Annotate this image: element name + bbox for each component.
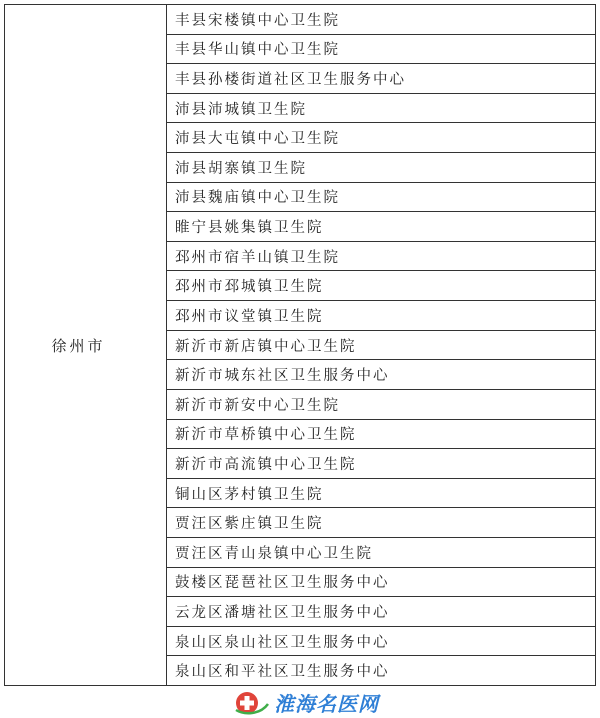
table-row [167, 242, 595, 272]
hospital-name: 泉山区泉山社区卫生服务中心 [175, 634, 390, 651]
table-row [167, 331, 595, 361]
table-row [167, 183, 595, 213]
table-row [167, 390, 595, 420]
hospital-name: 新沂市城东社区卫生服务中心 [175, 368, 390, 385]
city-label: 徐州市 [51, 336, 106, 355]
hospital-name: 沛县大屯镇中心卫生院 [175, 131, 340, 148]
table-row [167, 271, 595, 301]
hospital-name: 丰县宋楼镇中心卫生院 [175, 12, 340, 29]
table-row [167, 5, 595, 35]
hospital-name: 云龙区潘塘社区卫生服务中心 [175, 604, 390, 621]
hospital-name: 新沂市新店镇中心卫生院 [175, 338, 357, 355]
hospital-name: 邳州市议堂镇卫生院 [175, 308, 324, 325]
hospital-name: 铜山区茅村镇卫生院 [175, 486, 324, 503]
table-row [167, 35, 595, 65]
hospital-name: 丰县华山镇中心卫生院 [175, 42, 340, 59]
hospital-name: 新沂市新安中心卫生院 [175, 397, 340, 414]
table-row [167, 538, 595, 568]
table-row [167, 94, 595, 124]
hospital-name: 邳州市宿羊山镇卫生院 [175, 249, 340, 266]
table-row [167, 301, 595, 331]
hospital-name: 沛县胡寨镇卫生院 [175, 160, 307, 177]
medical-cross-logo-icon [232, 688, 270, 716]
table-row [167, 508, 595, 538]
hospital-name: 泉山区和平社区卫生服务中心 [175, 664, 390, 681]
table-row [167, 656, 595, 685]
hospital-list [167, 5, 595, 685]
table-row [167, 420, 595, 450]
hospital-name: 邳州市邳城镇卫生院 [175, 279, 324, 296]
watermark-text: 淮海名医网 [274, 691, 379, 716]
table-row [167, 479, 595, 509]
table-row [167, 627, 595, 657]
table-row [167, 449, 595, 479]
hospital-name: 丰县孙楼街道社区卫生服务中心 [175, 72, 406, 89]
table-row [167, 64, 595, 94]
table-row [167, 568, 595, 598]
hospital-name: 睢宁县姚集镇卫生院 [175, 220, 324, 237]
hospital-name: 贾汪区青山泉镇中心卫生院 [175, 545, 373, 562]
table-row [167, 153, 595, 183]
city-cell [5, 5, 167, 685]
hospital-name: 沛县魏庙镇中心卫生院 [175, 190, 340, 207]
hospital-table [4, 4, 596, 686]
hospital-name: 新沂市高流镇中心卫生院 [175, 456, 357, 473]
hospital-name: 贾汪区紫庄镇卫生院 [175, 516, 324, 533]
watermark [232, 688, 379, 716]
table-row [167, 360, 595, 390]
hospital-name: 鼓楼区琵琶社区卫生服务中心 [175, 575, 390, 592]
table-row [167, 212, 595, 242]
hospital-name: 沛县沛城镇卫生院 [175, 101, 307, 118]
table-row [167, 597, 595, 627]
hospital-name: 新沂市草桥镇中心卫生院 [175, 427, 357, 444]
table-row [167, 123, 595, 153]
